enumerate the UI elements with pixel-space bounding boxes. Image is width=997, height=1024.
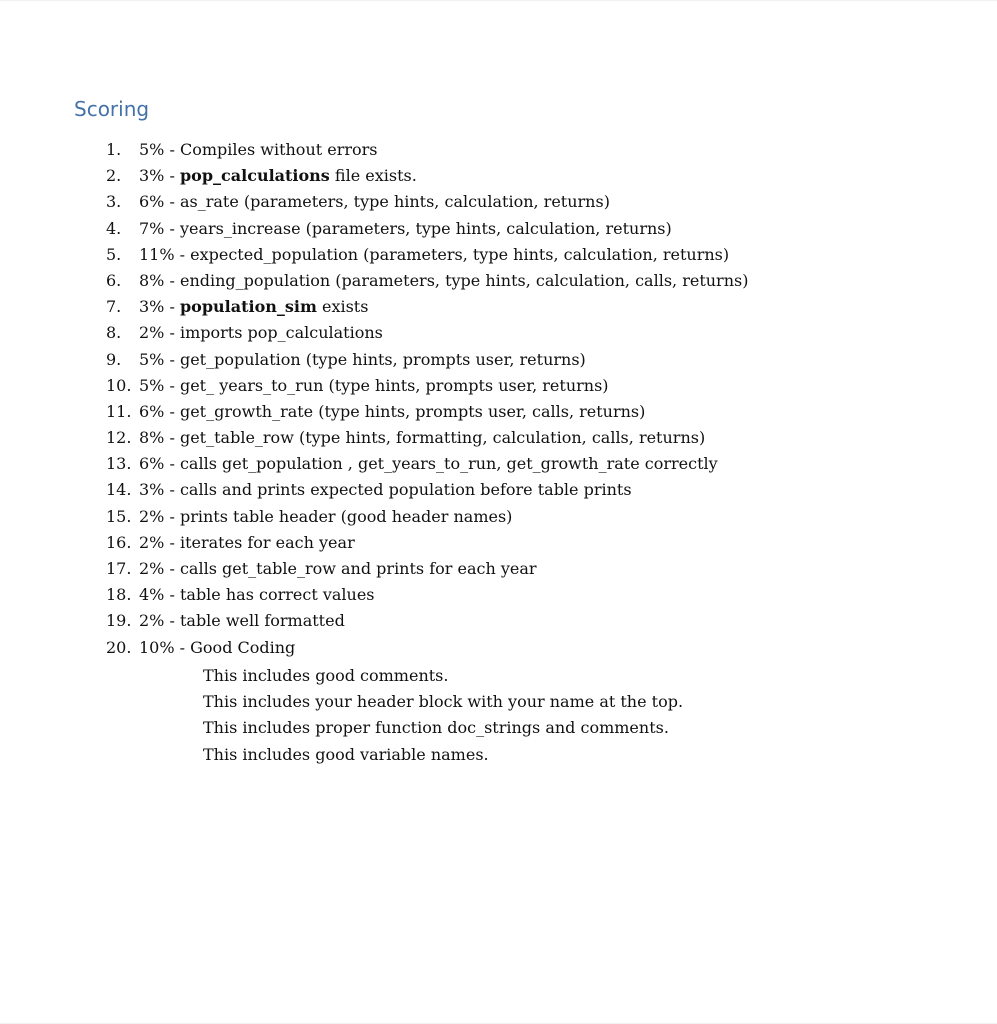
- list-item: [106, 163, 966, 189]
- note-line: This includes good variable names.: [203, 744, 489, 764]
- item-separator: -: [164, 349, 180, 369]
- item-number: 3.: [106, 192, 122, 212]
- item-number: 20.: [106, 637, 132, 657]
- item-description: Good Coding: [190, 637, 296, 657]
- list-item: [106, 477, 966, 503]
- item-separator: -: [164, 506, 180, 526]
- item-percent: 5%: [139, 140, 165, 159]
- item-number: 14.: [106, 480, 132, 500]
- item-percent: 3%: [139, 480, 165, 500]
- item-description: get_table_row (type hints, formatting, calculation, calls, returns): [179, 428, 706, 448]
- item-separator: -: [164, 166, 180, 186]
- item-separator: -: [174, 244, 191, 264]
- item-percent: 7%: [139, 218, 165, 238]
- item-number: 11.: [106, 401, 132, 421]
- list-item: [106, 582, 966, 608]
- item-number: 8.: [106, 323, 122, 343]
- item-description: calls and prints expected population before table prints: [179, 480, 632, 500]
- item-percent: 6%: [139, 454, 165, 474]
- item-description: imports pop_calculations: [179, 323, 383, 343]
- item-number: 4.: [106, 218, 122, 238]
- item-description: prints table header (good header names): [179, 506, 513, 526]
- item-separator: -: [164, 428, 180, 448]
- item-separator: -: [164, 323, 180, 343]
- item-percent: 5%: [139, 375, 165, 395]
- list-item: [106, 556, 966, 582]
- list-item: [106, 530, 966, 556]
- item-number: 1.: [106, 140, 122, 159]
- item-percent: 3%: [139, 297, 165, 317]
- list-item: [106, 294, 966, 320]
- item-percent: 10%: [139, 637, 175, 657]
- list-item: [106, 451, 966, 477]
- item-separator: -: [174, 637, 191, 657]
- list-item: [106, 347, 966, 373]
- item-percent: 5%: [139, 349, 165, 369]
- list-item: [106, 268, 966, 294]
- list-item: [106, 242, 966, 268]
- item-percent: 2%: [139, 559, 165, 578]
- item-separator: -: [164, 585, 180, 605]
- item-number: 9.: [106, 349, 122, 369]
- item-number: 5.: [106, 244, 122, 264]
- item-description: as_rate (parameters, type hints, calculation, returns): [179, 192, 610, 212]
- item-description: Compiles without errors: [179, 140, 378, 159]
- item-description: get_population (type hints, prompts user, returns): [179, 349, 586, 369]
- item-separator: -: [164, 375, 180, 395]
- item-description: calls get_population , get_years_to_run, get_growth_rate correctly: [179, 454, 718, 474]
- item-percent: 8%: [139, 270, 165, 290]
- item-description: iterates for each year: [179, 532, 355, 552]
- item-separator: -: [164, 480, 180, 500]
- item-percent: 8%: [139, 428, 165, 448]
- item-number: 2.: [106, 166, 122, 186]
- item-separator: -: [164, 218, 180, 238]
- item-number: 18.: [106, 585, 132, 605]
- item-description: table well formatted: [179, 611, 345, 631]
- item-description: expected_population (parameters, type hints, calculation, returns): [190, 244, 730, 264]
- good-coding-notes: [203, 663, 683, 768]
- item-percent: 2%: [139, 506, 165, 526]
- item-percent: 4%: [139, 585, 165, 605]
- item-number: 6.: [106, 270, 122, 290]
- item-percent: 2%: [139, 323, 165, 343]
- item-separator: -: [164, 532, 180, 552]
- item-separator: -: [164, 611, 180, 631]
- list-item: [106, 216, 966, 242]
- item-separator: -: [164, 140, 180, 159]
- item-percent: 6%: [139, 401, 165, 421]
- item-separator: -: [164, 559, 180, 578]
- item-number: 19.: [106, 611, 132, 631]
- item-number: 7.: [106, 297, 122, 317]
- section-heading: Scoring: [74, 97, 150, 121]
- item-percent: 2%: [139, 611, 165, 631]
- item-description: calls get_table_row and prints for each year: [179, 559, 537, 578]
- item-separator: -: [164, 401, 180, 421]
- list-item: [106, 608, 966, 634]
- list-item: [106, 425, 966, 451]
- note-line: This includes proper function doc_strings and comments.: [203, 718, 669, 738]
- item-bold-name: population_sim: [179, 297, 317, 317]
- item-percent: 6%: [139, 192, 165, 212]
- item-number: 15.: [106, 506, 132, 526]
- list-item: [106, 635, 966, 661]
- item-number: 17.: [106, 559, 132, 578]
- list-item: [106, 137, 966, 163]
- list-item: [106, 399, 966, 425]
- list-item: [106, 373, 966, 399]
- item-description: get_ years_to_run (type hints, prompts user, returns): [179, 375, 609, 395]
- list-item: [106, 320, 966, 346]
- item-number: 13.: [106, 454, 132, 474]
- item-description: file exists.: [329, 166, 417, 186]
- item-description: get_growth_rate (type hints, prompts user, calls, returns): [179, 401, 646, 421]
- item-percent: 11%: [139, 244, 175, 264]
- item-description: years_increase (parameters, type hints, calculation, returns): [179, 218, 672, 238]
- note-line: This includes your header block with your name at the top.: [203, 692, 684, 712]
- list-item: [106, 504, 966, 530]
- item-separator: -: [164, 192, 180, 212]
- item-description: ending_population (parameters, type hints, calculation, calls, returns): [179, 270, 749, 290]
- item-description: exists: [316, 297, 369, 317]
- scoring-list: [106, 137, 966, 661]
- item-separator: -: [164, 297, 180, 317]
- note-line: This includes good comments.: [203, 666, 449, 685]
- item-number: 16.: [106, 532, 132, 552]
- list-item: [106, 189, 966, 215]
- item-separator: -: [164, 270, 180, 290]
- item-separator: -: [164, 454, 180, 474]
- item-number: 10.: [106, 375, 132, 395]
- item-percent: 3%: [139, 166, 165, 186]
- item-description: table has correct values: [179, 585, 375, 605]
- item-percent: 2%: [139, 532, 165, 552]
- item-number: 12.: [106, 428, 132, 448]
- item-bold-name: pop_calculations: [179, 166, 330, 186]
